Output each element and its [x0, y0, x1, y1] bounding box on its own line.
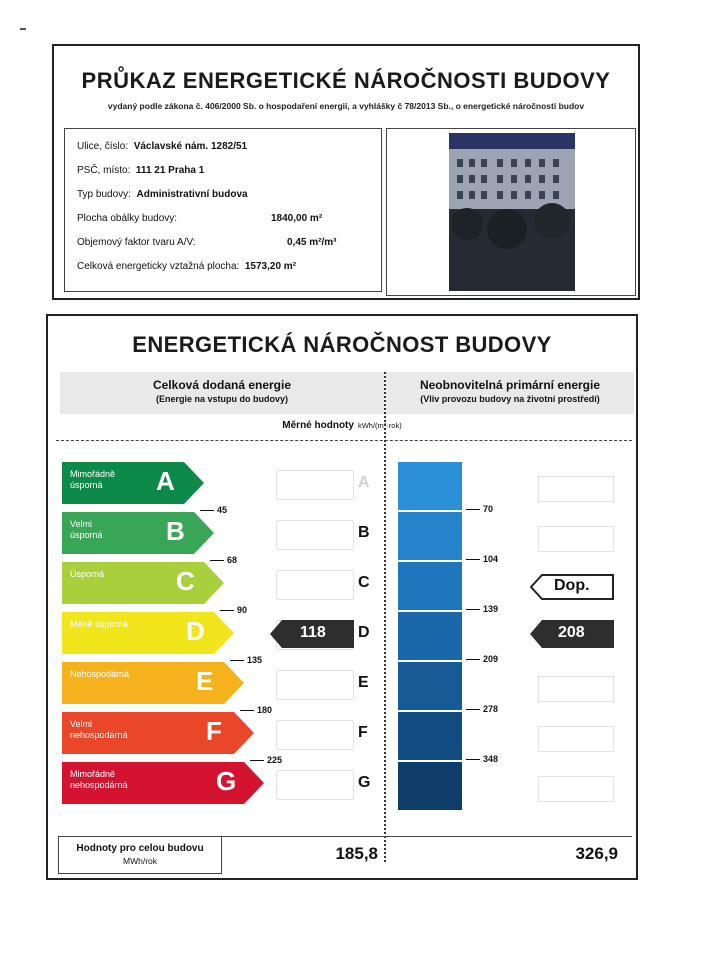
class-threshold: 180	[240, 705, 272, 715]
class-letter: C	[176, 566, 195, 596]
info-row-type	[77, 189, 248, 200]
class-threshold: 45	[200, 505, 227, 515]
building-photo	[386, 128, 636, 296]
primary-energy-title: Neobnovitelná primární energie	[419, 378, 601, 392]
delivered-energy-subtitle: (Energie na vstupu do budovy)	[155, 394, 288, 404]
primary-threshold: 209	[466, 654, 498, 664]
scan-mark	[20, 28, 26, 30]
certificate-header-frame	[52, 44, 640, 300]
primary-threshold: 104	[466, 554, 498, 564]
info-value: 1840,00 m²	[271, 213, 323, 224]
totals-label-box	[58, 836, 222, 874]
class-letter: B	[166, 516, 185, 546]
info-row-postal	[77, 165, 204, 176]
certificate-subtitle: vydaný podle zákona č. 406/2000 Sb. o hospodaření energií, a vyhlášky č 78/2013 Sb., o energetické náročnosti budov	[107, 101, 585, 111]
class-letter: E	[196, 666, 214, 696]
class-threshold: 90	[220, 605, 247, 615]
recommended-label: Dop.	[554, 577, 590, 594]
primary-energy-bar-c	[398, 562, 462, 610]
specific-values-unit: kWh/(m²·rok)	[357, 421, 402, 430]
info-value: 111 21 Praha 1	[135, 165, 205, 176]
info-value: 1573,20 m²	[244, 261, 297, 272]
info-row-street	[77, 141, 247, 152]
info-label: Objemový faktor tvaru A/V:	[77, 237, 196, 248]
energy-rating-frame	[46, 314, 638, 880]
building-info-box	[64, 128, 382, 292]
class-label: Nehospodárná	[70, 669, 130, 679]
info-row-shape-factor	[77, 237, 337, 248]
class-label: Mimořádně nehospodárná	[70, 769, 128, 790]
primary-energy-bar-e	[398, 662, 462, 710]
info-label: PSČ, místo:	[77, 165, 131, 176]
class-letter: A	[156, 466, 175, 496]
delivered-energy-title: Celková dodaná energie	[152, 378, 292, 392]
primary-energy-value: 208	[558, 624, 585, 641]
totals-divider	[222, 836, 632, 837]
class-label: Úsporná	[70, 569, 105, 579]
info-label: Plocha obálky budovy:	[77, 213, 178, 224]
primary-threshold: 348	[466, 754, 498, 764]
specific-values-label: Měrné hodnoty	[282, 420, 354, 431]
totals-label: Hodnoty pro celou budovu	[76, 843, 204, 854]
primary-energy-bar-a	[398, 462, 462, 510]
empty-marker-slot	[538, 726, 614, 752]
class-letter: D	[186, 616, 205, 646]
empty-marker-slot	[538, 676, 614, 702]
info-value: Václavské nám. 1282/51	[133, 141, 248, 152]
class-threshold: 225	[250, 755, 282, 765]
totals-unit: MWh/rok	[123, 856, 157, 866]
total-delivered-energy: 185,8	[335, 844, 378, 863]
info-value: Administrativní budova	[136, 189, 248, 200]
class-label: Méně úsporná	[70, 619, 128, 629]
info-label: Typ budovy:	[77, 189, 131, 200]
info-value: 0,45 m²/m³	[287, 237, 337, 248]
primary-energy-bar-f	[398, 712, 462, 760]
primary-threshold: 70	[466, 504, 493, 514]
scale-letter: B	[358, 524, 370, 541]
delivered-energy-value: 118	[300, 624, 326, 641]
info-row-floor-area	[77, 261, 296, 272]
scale-letter: C	[358, 574, 370, 591]
class-threshold: 68	[210, 555, 237, 565]
scale-letter: D	[358, 624, 370, 641]
primary-energy-bar-d	[398, 612, 462, 660]
recommended-marker	[530, 574, 614, 605]
empty-marker-slot	[538, 776, 614, 802]
scale-letter: G	[358, 774, 371, 791]
info-row-envelope	[77, 213, 323, 224]
info-label: Ulice, číslo:	[77, 141, 129, 152]
rating-title: ENERGETICKÁ NÁROČNOST BUDOVY	[132, 332, 552, 357]
class-label: Mimořádně úsporná	[70, 469, 116, 490]
primary-energy-marker	[530, 620, 614, 653]
certificate-title: PRŮKAZ ENERGETICKÉ NÁROČNOSTI BUDOVY	[81, 68, 611, 93]
building-photo-image	[387, 129, 635, 295]
total-primary-energy: 326,9	[575, 844, 618, 863]
class-threshold: 135	[230, 655, 262, 665]
primary-energy-subtitle: (Vliv provozu budovy na životní prostředí)	[420, 394, 600, 404]
primary-energy-scale	[48, 316, 638, 836]
class-letter: F	[206, 716, 222, 746]
primary-threshold: 139	[466, 604, 498, 614]
scale-letter: F	[358, 724, 368, 741]
scale-letter: A	[358, 474, 370, 491]
empty-marker-slot	[538, 526, 614, 552]
scale-letter: E	[358, 674, 369, 691]
class-letter: G	[216, 766, 237, 796]
class-label: Velmi úsporná	[70, 519, 103, 540]
class-label: Velmi nehospodárná	[70, 719, 128, 740]
empty-marker-slot	[538, 476, 614, 502]
primary-energy-bar-b	[398, 512, 462, 560]
primary-energy-bar-g	[398, 762, 462, 810]
info-label: Celková energeticky vztažná plocha:	[77, 261, 240, 272]
primary-threshold: 278	[466, 704, 498, 714]
